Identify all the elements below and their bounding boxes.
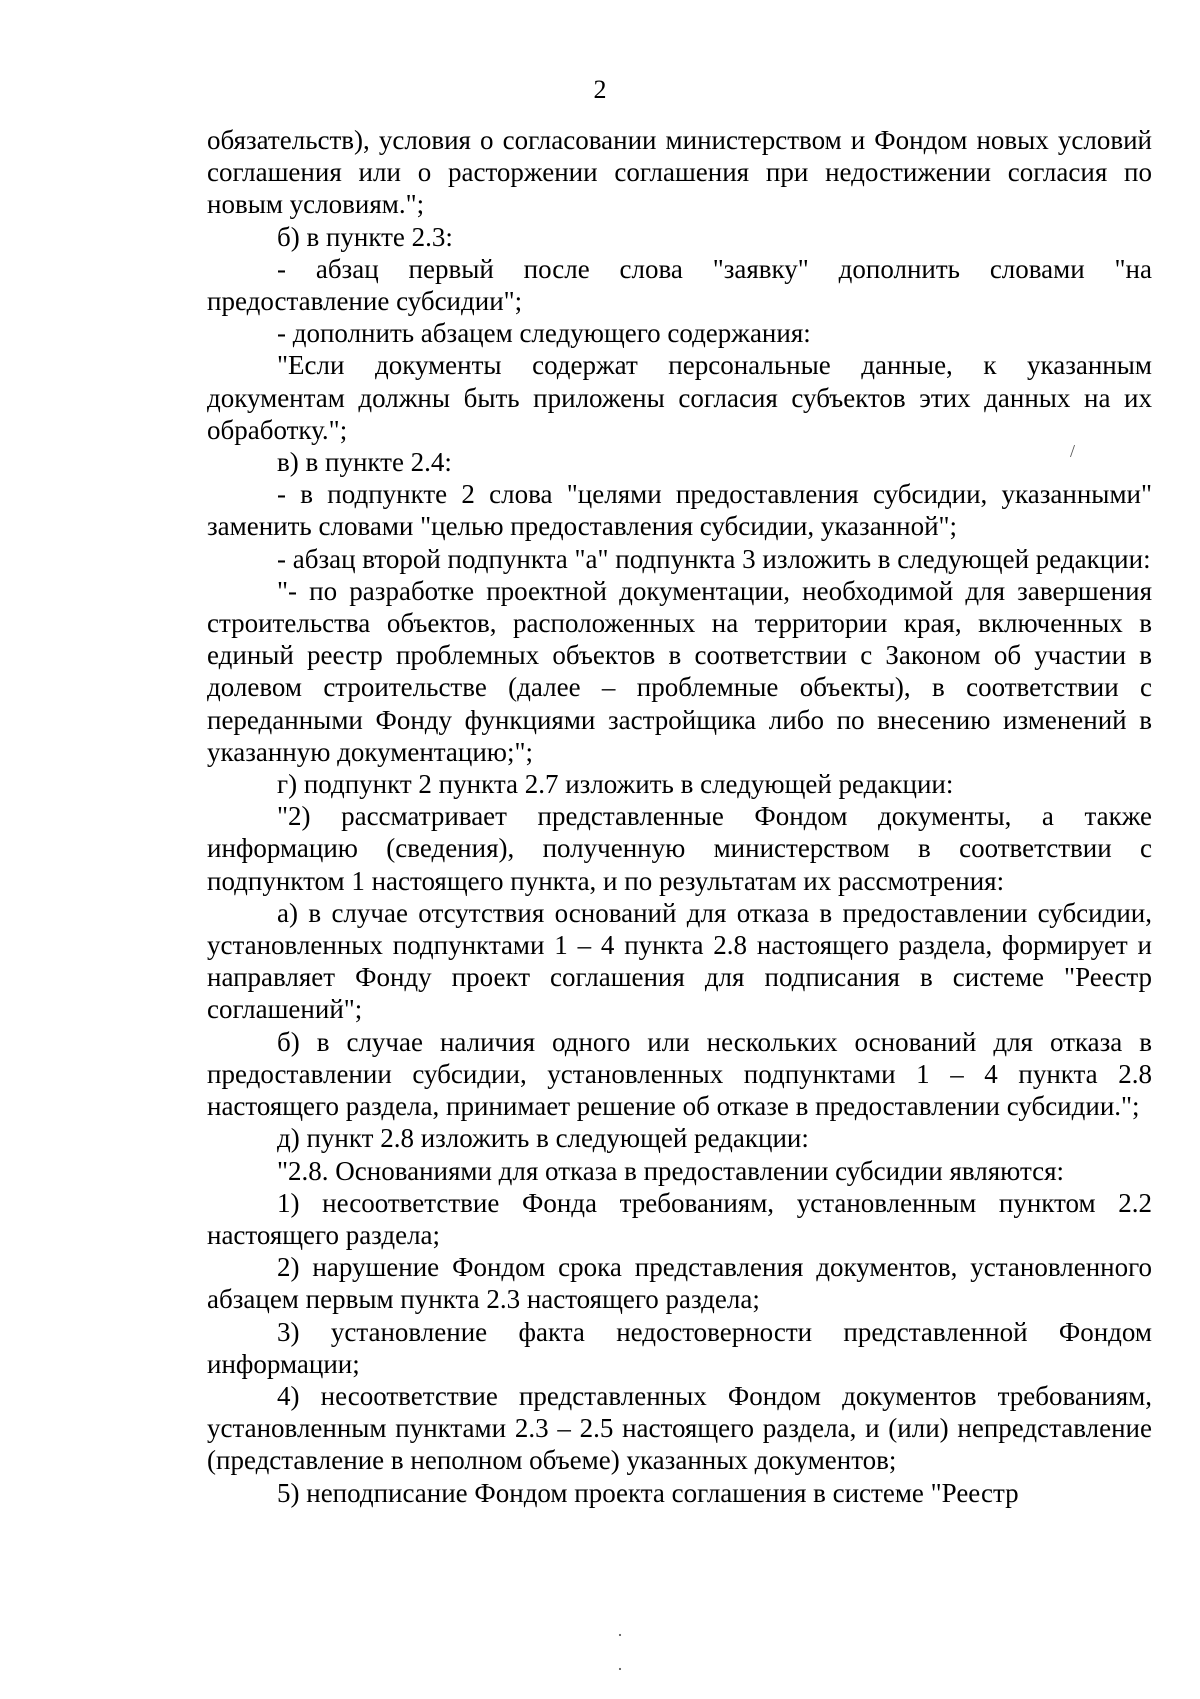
paragraph: 3) установление факта недостоверности представленной Фондом информации; <box>207 1316 1152 1379</box>
scan-artifact-dot: · <box>617 1625 623 1645</box>
scan-artifact-dot: · <box>617 1659 623 1679</box>
paragraph: - абзац второй подпункта "а" подпункта 3 изложить в следующей редакции: <box>277 543 1151 574</box>
paragraph-continuation: обязательств), условия о согласовании министерством и Фондом новых условий соглашения или о расторжении соглашения при недостижении согласия по новым условиям."; <box>207 125 1152 220</box>
scan-artifact-mark: / <box>1070 441 1076 461</box>
page-number: 2 <box>593 75 607 104</box>
paragraph: б) в пункте 2.3: <box>277 221 453 252</box>
paragraph: б) в случае наличия одного или нескольких оснований для отказа в предоставлении субсидии, установленных подпунктами 1 – 4 пункта 2.8 настоящего раздела, принимает решение об отказе в предоставлении субсидии."; <box>207 1026 1152 1122</box>
paragraph: 1) несоответствие Фонда требованиям, установленным пунктом 2.2 настоящего раздела; <box>207 1187 1152 1250</box>
paragraph: 5) неподписание Фондом проекта соглашения в системе "Реестр <box>277 1477 1019 1508</box>
paragraph: 2) нарушение Фондом срока представления документов, установленного абзацем первым пункта 2.3 настоящего раздела; <box>207 1252 1152 1315</box>
paragraph: "2.8. Основаниями для отказа в предоставлении субсидии являются: <box>277 1155 1065 1186</box>
paragraph: "- по разработке проектной документации, необходимой для завершения строительства объектов, расположенных на территории края, включенных в единый реестр проблемных объектов в соответствии с Законом об участии в долевом строительстве (далее – проблемные объекты), в соответствии с переданными Фонду функциями застройщика либо по внесению изменений в указанную документацию;"; <box>207 575 1152 767</box>
paragraph: д) пункт 2.8 изложить в следующей редакции: <box>277 1123 809 1154</box>
paragraph: в) в пункте 2.4: <box>277 447 452 478</box>
paragraph: г) подпункт 2 пункта 2.7 изложить в следующей редакции: <box>277 769 954 800</box>
paragraph: - абзац первый после слова "заявку" дополнить словами "на предоставление субсидии"; <box>207 253 1152 317</box>
paragraph: - в подпункте 2 слова "целями предоставления субсидии, указанными" заменить словами "целью предоставления субсидии, указанной"; <box>207 479 1152 542</box>
paragraph: - дополнить абзацем следующего содержания: <box>277 318 811 349</box>
paragraph: "Если документы содержат персональные данные, к указанным документам должны быть приложены согласия субъектов этих данных на их обработку."; <box>207 350 1152 445</box>
paragraph: 4) несоответствие представленных Фондом документов требованиям, установленным пунктами 2.3 – 2.5 настоящего раздела, и (или) непредставление (представление в неполном объеме) указанных документов; <box>207 1380 1152 1476</box>
document-body <box>207 124 1152 1509</box>
paragraph: "2) рассматривает представленные Фондом документы, а также информацию (сведения), полученную министерством в соответствии с подпунктом 1 настоящего пункта, и по результатам их рассмотрения: <box>207 801 1152 896</box>
paragraph: а) в случае отсутствия оснований для отказа в предоставлении субсидии, установленных подпунктами 1 – 4 пункта 2.8 настоящего раздела, формирует и направляет Фонду проект соглашения для подписания в системе "Реестр соглашений"; <box>207 897 1152 1025</box>
